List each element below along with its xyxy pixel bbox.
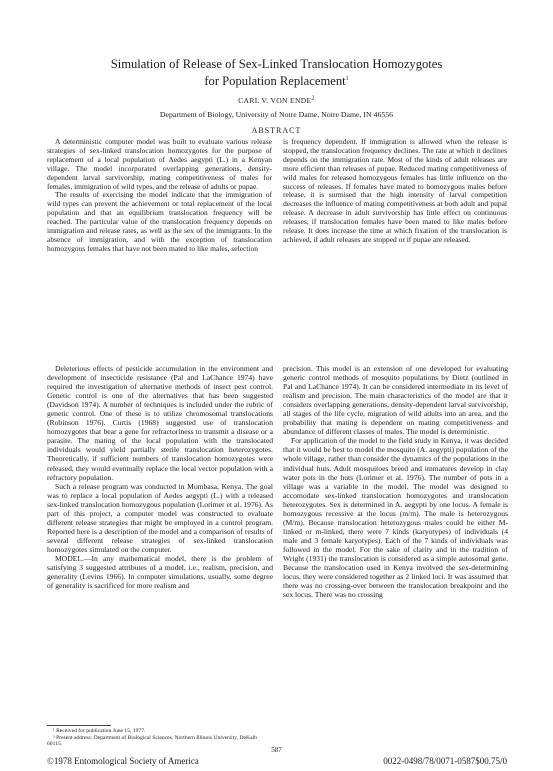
copyright-notice: ©1978 Entomological Society of America	[47, 756, 199, 766]
body-paragraph: Deleterious effects of pesticide accumulation in the environment and development of insecticide resistance (Pal and LaChance 1974) have required the investigation of alternative methods of insect pest control. Genetic control is one of the alternatives that has been suggested (Davidson 1974). A number of techniques is included under the rubric of genetic control. One of these is to utilize chromosomal translocations (Robinson 1976). Curtis (1968) suggested use of translocation homozygotes that bear a gene for refractoriness to transmit a disease or a parasite. The mating of the local population with the translocated individuals would yield partially sterile translocation heterozygotes. Theoretically, if sufficient numbers of translocation homozygotes were released, they would eventually replace the local vector population with a refractory population.	[47, 364, 273, 482]
footnote-divider	[47, 725, 111, 726]
abstract-paragraph: is frequency dependent. If immigration is allowed when the release is stopped, the translocation frequency declines. The rate at which it declines depends on the immigration rate. Most of the kinds of adult releases are more efficient than releases of pupae. Reduced mating competitiveness of wild males for released homozygous females has little influence on the success of releases. If females have mated to homozygous males before release, it is surmised that the high intensity of larval competition decreases the influence of mating competitiveness at both adult and pupal release. A decrease in adult survivorship has little effect on continuous releases, if translocation females have been mated to like males before release. It does increase the time at which fixation of the translocation is achieved, if adult releases are stopped or if pupae are released.	[283, 137, 507, 244]
abstract-right-column	[283, 138, 507, 245]
abstract-heading: ABSTRACT	[251, 126, 302, 135]
footnote: ² Present address: Department of Biological Sciences, Northern Illinois University, DeKalb 60115.	[47, 734, 257, 748]
title-footnote-mark: 1	[345, 75, 349, 82]
footnotes	[47, 728, 273, 748]
body-paragraph: For application of the model to the field study in Kenya, it was decided that it would be best to model the mosquito (A. aegypti) population of the whole village, rather than consider the dynamics of the populations in the individual huts. Adult mosquitoes breed and immatures develop in clay water pots in the huts (Lorimer et al. 1976). The number of pots in a village was a variable in the model. The model was designed to accomodate sex-linked translocation homozygotes and translocation heterozygotes. Sex is determined in A. aegypti by one locus. A female is homozygous recessive at the locus (m/m). The male is heterozygous (M/m). Because translocation heterozygous males could be either M-linked or m-linked, there were 7 kinds (karyotypes) of individuals (4 male and 3 female karyotypes). Each of the 7 kinds of individuals was followed in the model. For the sake of clarity and in the tradition of Wright (1931) the translocation is considered as a simple autosomal gene. Because the translocation used in Kenya involved the sex-determining locus, they were considered together as 2 linked loci. It was assumed that there was no crossing-over between the translocation breakpoint and the sex locus. There was no crossing	[283, 436, 508, 600]
footnote: ¹ Received for publication June 15, 1977.	[53, 728, 146, 734]
page-number: 587	[271, 746, 282, 754]
body-paragraph: MODEL.—In any mathematical model, there is the problem of satisfying 3 suggested attributes of a model, i.e., realism, precision, and generality (Levins 1966). In computer simulations, usually, some degree of generality is sacrificed for more realism and	[47, 553, 273, 591]
abstract-paragraph: A deterministic computer model was built to evaluate various release strategies of sex-linked translocation homozygotes for the purpose of replacement of a local population of Aedes aegypti (L.) in a Kenyan village. The model incorporated overlapping generations, density-dependent larval survivorship, mating competitiveness of males for females, immigration of wild types, and the release of adults or pupae.	[47, 137, 272, 191]
body-left-column	[47, 364, 273, 590]
author-name-text: CARL V. VON ENDE	[238, 96, 312, 105]
title-line-1: Simulation of Release of Sex-Linked Translocation Homozygotes	[110, 57, 443, 71]
body-paragraph: Such a release program was conducted in Mombasa, Kenya. The goal was to replace a local population of Aedes aegypti (L.) with a released sex-linked translocation homozygous population (Lorimer et al. 1976). As part of this project, a computer model was constructed to evaluate different release strategies that might be employed in a control program. Reported here is a description of the model and a comparison of results of several different release strategies of sex-linked translocation homozygotes simulated on the computer.	[47, 481, 273, 554]
body-paragraph: precision. This model is an extension of one developed for evaluating generic control methods of mosquito populations by Dietz (outlined in Pal and LaChance 1974). It can be considered intermediate in its level of realism and precision. The main characteristics of the model are that it considers overlapping generations, density-dependent larval survivorship, all stages of the life cycle, migration of wild adults into an area, and the probability that mating is dependent on mating competitiveness and abundance of different classes of males. The model is deterministic.	[283, 364, 508, 437]
author-affiliation: Department of Biology, University of Notre Dame, Notre Dame, IN 46556	[159, 110, 394, 119]
body-right-column	[283, 364, 508, 599]
author-name	[40, 96, 513, 106]
article-title	[40, 56, 513, 90]
abstract-left-column	[47, 138, 272, 254]
issn-code: 0022-0498/78/0071-0587$00.75/0	[383, 756, 507, 766]
abstract-paragraph: The results of exercising the model indicate that the immigration of wild types can prevent the achievement or total replacement of the local population and that an equilibrium translocation frequency will be reached. The particular value of the translocation frequency depends on immigration and release rates, as well as the sex of the immigrants. In the absence of immigration, and with the exception of translocation homozygous females that have not been mated to like males, selection	[47, 190, 272, 253]
title-line-2: for Population Replacement	[204, 74, 346, 88]
author-footnote-mark: 2	[311, 95, 315, 102]
